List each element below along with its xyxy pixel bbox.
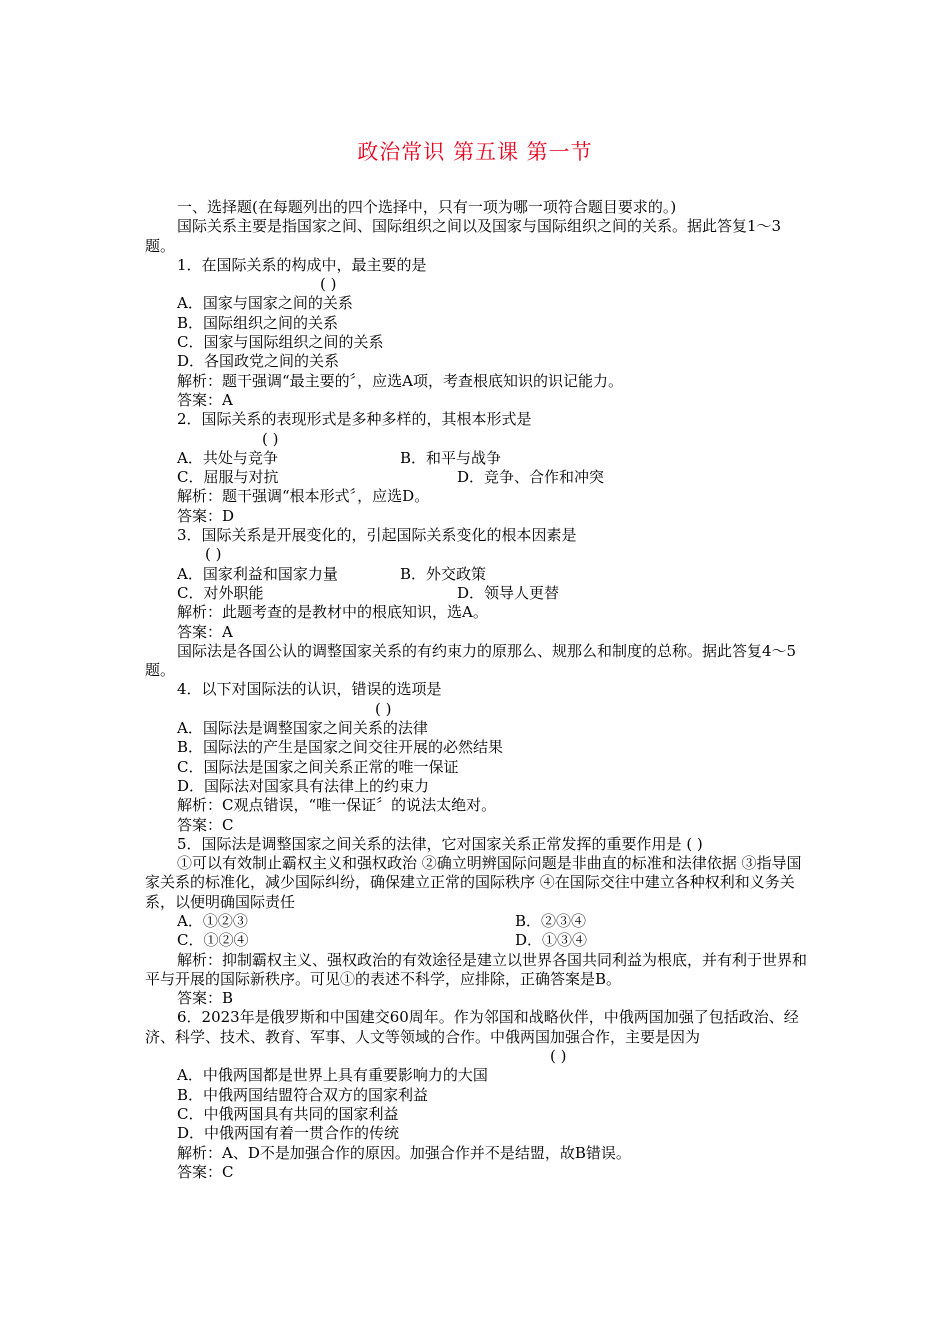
option: D．国际法对国家具有法律上的约束力 — [177, 776, 430, 795]
answer: 答案：A — [177, 622, 233, 641]
option: A．中俄两国都是世界上具有重要影响力的大国 — [177, 1066, 488, 1085]
answer: 答案：C — [177, 815, 234, 834]
analysis: 解析：此题考查的是教材中的根底知识，选A。 — [177, 603, 488, 622]
intro-paragraph: 国际法是各国公认的调整国家关系的有约束力的原那么、规那么和制度的总称。据此答复4～5题。 — [145, 641, 797, 680]
answer-paren: ( ) — [262, 429, 279, 448]
option: D．领导人更替 — [457, 583, 560, 602]
question-stem: 4．以下对国际法的认识，错误的选项是 — [177, 680, 442, 699]
option: C．中俄两国具有共同的国家利益 — [177, 1104, 399, 1123]
intro-paragraph: 国际关系主要是指国家之间、国际组织之间以及国家与国际组织之间的关系。据此答复1～3题。 — [145, 217, 782, 255]
option-row — [145, 931, 810, 950]
analysis: 解析：题干强调“根本形式〞，应选D。 — [177, 487, 430, 506]
question-stem: 1．在国际关系的构成中，最主要的是 — [177, 255, 427, 274]
question-stem: 3．国际关系是开展变化的，引起国际关系变化的根本因素是 — [177, 526, 577, 545]
analysis: 解析：A、D不是加强合作的原因。加强合作并不是结盟，故B错误。 — [177, 1143, 631, 1162]
option: C．对外职能 — [177, 583, 264, 602]
question-stem: 5．国际法是调整国家之间关系的法律，它对国家关系正常发挥的重要作用是 ( ) — [177, 834, 703, 853]
option: A．①②③ — [177, 911, 248, 930]
option: C．屈服与对抗 — [177, 468, 279, 487]
option-row — [145, 468, 810, 487]
page-title: 政治常识 第五课 第一节 — [357, 140, 593, 164]
answer-paren: ( ) — [205, 545, 222, 564]
option: C．①②④ — [177, 931, 249, 950]
question-stem: 6．2023年是俄罗斯和中国建交60周年。作为邻国和战略伙伴，中俄两国加强了包括政治、经济、科学、技术、教育、军事、人文等领域的合作。中俄两国加强合作，主要是因为 — [145, 1008, 799, 1046]
option: C．国际法是国家之间关系正常的唯一保证 — [177, 757, 459, 776]
option: B．外交政策 — [400, 564, 487, 583]
answer: 答案：D — [177, 506, 235, 525]
option: A．国际法是调整国家之间关系的法律 — [177, 719, 428, 738]
analysis: 解析：抑制霸权主义、强权政治的有效途径是建立以世界各国共同利益为根底，并有利于世界和平与开展的国际新秩序。可见①的表述不科学，应排除，正确答案是B。 — [145, 950, 808, 988]
answer: 答案：C — [177, 1162, 234, 1181]
answer-paren: ( ) — [375, 699, 392, 718]
analysis: 解析：C观点错误，“唯一保证〞的说法太绝对。 — [177, 796, 497, 815]
option: B．②③④ — [515, 911, 587, 930]
question-stem: 2．国际关系的表现形式是多种多样的，其根本形式是 — [177, 410, 532, 429]
option: A．国家利益和国家力量 — [177, 564, 338, 583]
analysis: 解析：题干强调“最主要的〞，应选A项，考查根底知识的识记能力。 — [177, 371, 624, 390]
option-row — [145, 912, 810, 931]
option: C．国家与国际组织之间的关系 — [177, 333, 384, 352]
document-body — [145, 198, 810, 1182]
answer: 答案：B — [177, 989, 234, 1008]
answer: 答案：A — [177, 390, 233, 409]
option: B．国际法的产生是国家之间交往开展的必然结果 — [177, 738, 504, 757]
answer-paren: ( ) — [550, 1047, 567, 1066]
option-row — [145, 449, 810, 468]
option: B．中俄两国结盟符合双方的国家利益 — [177, 1085, 429, 1104]
answer-paren: ( ) — [320, 275, 337, 294]
option: B．国际组织之间的关系 — [177, 313, 339, 332]
option-row — [145, 565, 810, 584]
option: D．竞争、合作和冲突 — [457, 468, 605, 487]
option: D．中俄两国有着一贯合作的传统 — [177, 1124, 400, 1143]
option-row — [145, 584, 810, 603]
section-header: 一、选择题(在每题列出的四个选择中，只有一项为哪一项符合题目要求的。) — [177, 198, 677, 216]
option: A．国家与国家之间的关系 — [177, 294, 353, 313]
option: D．①③④ — [515, 931, 588, 950]
option: D．各国政党之间的关系 — [177, 352, 340, 371]
option: A．共处与竞争 — [177, 448, 278, 467]
question-statements: ①可以有效制止霸权主义和强权政治 ②确立明辨国际问题是非曲直的标准和法律依据 ③指导国家关系的标准化，减少国际纠纷，确保建立正常的国际秩序 ④在国际交往中建立各种权利和义务关系，以便明确国际责任 — [145, 854, 802, 911]
option: B．和平与战争 — [400, 448, 502, 467]
